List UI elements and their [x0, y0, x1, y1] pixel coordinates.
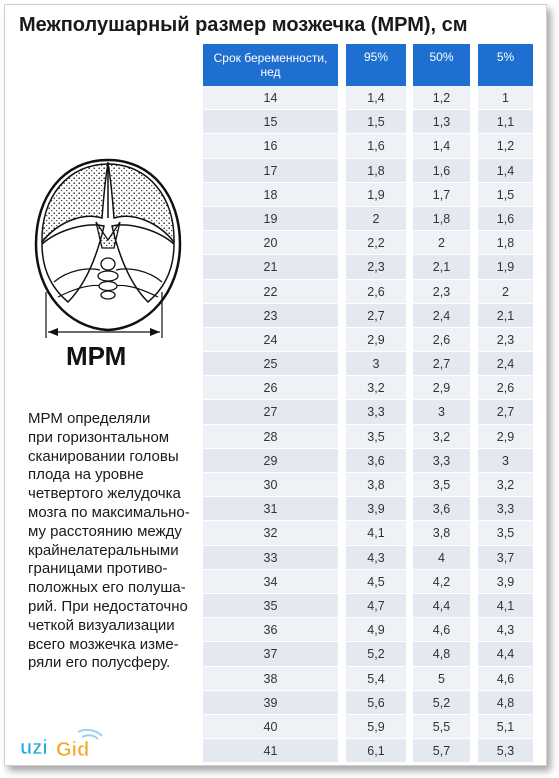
p5-cell: 2,1	[478, 304, 533, 328]
p95-cell: 1,4	[346, 86, 406, 110]
p95-cell: 1,6	[346, 134, 406, 158]
week-cell: 29	[203, 449, 338, 473]
p95-cell: 1,8	[346, 159, 406, 183]
p95-cell: 1,5	[346, 110, 406, 134]
p5-cell: 1,4	[478, 159, 533, 183]
p5-cell: 3,5	[478, 521, 533, 545]
weeks-cells	[203, 86, 338, 763]
p50-cell: 3,2	[413, 425, 470, 449]
p95-cell: 5,6	[346, 691, 406, 715]
p95-cell: 4,9	[346, 618, 406, 642]
header-p50: 50%	[413, 44, 470, 86]
p50-cell: 5	[413, 667, 470, 691]
p95-cell: 6,1	[346, 739, 406, 763]
p5-cell: 2,7	[478, 400, 533, 424]
p5-cell: 3,7	[478, 546, 533, 570]
p5-cell: 4,6	[478, 667, 533, 691]
header-weeks: Срок беременности, нед	[203, 44, 338, 86]
p50-cell: 2,1	[413, 255, 470, 279]
p5-cell: 5,3	[478, 739, 533, 763]
p50-cell: 4,6	[413, 618, 470, 642]
column-weeks	[203, 44, 338, 763]
p95-cells	[346, 86, 406, 763]
p95-cell: 2,3	[346, 255, 406, 279]
p50-cell: 1,8	[413, 207, 470, 231]
week-cell: 27	[203, 400, 338, 424]
p5-cell: 1	[478, 86, 533, 110]
p5-cell: 2,9	[478, 425, 533, 449]
p95-cell: 3,5	[346, 425, 406, 449]
week-cell: 37	[203, 642, 338, 666]
p50-cell: 2,3	[413, 280, 470, 304]
p50-cell: 3,5	[413, 473, 470, 497]
week-cell: 41	[203, 739, 338, 763]
p50-cell: 3,8	[413, 521, 470, 545]
p50-cell: 4,4	[413, 594, 470, 618]
svg-text:Gid: Gid	[56, 739, 90, 761]
p5-cell: 4,3	[478, 618, 533, 642]
p95-cell: 3,2	[346, 376, 406, 400]
p5-cell: 2,3	[478, 328, 533, 352]
p50-cell: 2,4	[413, 304, 470, 328]
week-cell: 16	[203, 134, 338, 158]
svg-text:uzi: uzi	[20, 737, 48, 759]
p95-cell: 5,2	[346, 642, 406, 666]
p5-cell: 2	[478, 280, 533, 304]
p50-cell: 3	[413, 400, 470, 424]
p50-cell: 1,3	[413, 110, 470, 134]
p95-cell: 4,5	[346, 570, 406, 594]
p5-cells	[478, 86, 533, 763]
p50-cell: 5,7	[413, 739, 470, 763]
p95-cell: 5,4	[346, 667, 406, 691]
p95-cell: 3,9	[346, 497, 406, 521]
p5-cell: 2,6	[478, 376, 533, 400]
p5-cell: 3,9	[478, 570, 533, 594]
week-cell: 14	[203, 86, 338, 110]
column-p5	[478, 44, 533, 763]
week-cell: 19	[203, 207, 338, 231]
header-p5: 5%	[478, 44, 533, 86]
p50-cell: 5,2	[413, 691, 470, 715]
week-cell: 23	[203, 304, 338, 328]
header-p95: 95%	[346, 44, 406, 86]
week-cell: 15	[203, 110, 338, 134]
p50-cell: 1,6	[413, 159, 470, 183]
p5-cell: 1,1	[478, 110, 533, 134]
week-cell: 28	[203, 425, 338, 449]
week-cell: 26	[203, 376, 338, 400]
p5-cell: 1,2	[478, 134, 533, 158]
p5-cell: 3,2	[478, 473, 533, 497]
week-cell: 39	[203, 691, 338, 715]
week-cell: 21	[203, 255, 338, 279]
p95-cell: 2,9	[346, 328, 406, 352]
week-cell: 25	[203, 352, 338, 376]
week-cell: 36	[203, 618, 338, 642]
week-cell: 35	[203, 594, 338, 618]
week-cell: 40	[203, 715, 338, 739]
p5-cell: 1,5	[478, 183, 533, 207]
p50-cell: 3,3	[413, 449, 470, 473]
week-cell: 18	[203, 183, 338, 207]
p5-cell: 4,4	[478, 642, 533, 666]
p95-cell: 4,3	[346, 546, 406, 570]
p95-cell: 2,2	[346, 231, 406, 255]
p5-cell: 4,8	[478, 691, 533, 715]
p50-cells	[413, 86, 470, 763]
week-cell: 24	[203, 328, 338, 352]
week-cell: 32	[203, 521, 338, 545]
p5-cell: 4,1	[478, 594, 533, 618]
p50-cell: 1,7	[413, 183, 470, 207]
p50-cell: 4	[413, 546, 470, 570]
p50-cell: 4,8	[413, 642, 470, 666]
p5-cell: 2,4	[478, 352, 533, 376]
week-cell: 30	[203, 473, 338, 497]
p95-cell: 3,6	[346, 449, 406, 473]
p5-cell: 1,6	[478, 207, 533, 231]
column-p95	[346, 44, 406, 763]
description-text: МРМ определяли при горизонтальном сканировании головы плода на уровне четвертого желудочка мозга по максимально- му расстоянию между крайнелатеральными границами противо- положных его полуша- рий. При недостаточно четкой визуализации всего мозжечка изме- ряли его полусферу.	[28, 410, 190, 672]
p50-cell: 1,4	[413, 134, 470, 158]
p50-cell: 4,2	[413, 570, 470, 594]
p95-cell: 2,6	[346, 280, 406, 304]
week-cell: 17	[203, 159, 338, 183]
p5-cell: 5,1	[478, 715, 533, 739]
page-title: Межполушарный размер мозжечка (МРМ), см	[19, 14, 468, 36]
week-cell: 38	[203, 667, 338, 691]
brain-cross-section-illustration	[28, 152, 188, 342]
uzigid-logo	[18, 728, 114, 762]
p95-cell: 3,3	[346, 400, 406, 424]
week-cell: 31	[203, 497, 338, 521]
week-cell: 22	[203, 280, 338, 304]
p5-cell: 1,9	[478, 255, 533, 279]
p95-cell: 1,9	[346, 183, 406, 207]
p50-cell: 2,9	[413, 376, 470, 400]
p95-cell: 2,7	[346, 304, 406, 328]
p5-cell: 3	[478, 449, 533, 473]
p5-cell: 3,3	[478, 497, 533, 521]
week-cell: 20	[203, 231, 338, 255]
p50-cell: 2,7	[413, 352, 470, 376]
p95-cell: 2	[346, 207, 406, 231]
p95-cell: 4,1	[346, 521, 406, 545]
p50-cell: 2,6	[413, 328, 470, 352]
p50-cell: 3,6	[413, 497, 470, 521]
p95-cell: 4,7	[346, 594, 406, 618]
p5-cell: 1,8	[478, 231, 533, 255]
p50-cell: 5,5	[413, 715, 470, 739]
illustration-label: МРМ	[66, 341, 127, 371]
p95-cell: 5,9	[346, 715, 406, 739]
p50-cell: 1,2	[413, 86, 470, 110]
p50-cell: 2	[413, 231, 470, 255]
p95-cell: 3	[346, 352, 406, 376]
column-p50	[413, 44, 470, 763]
p95-cell: 3,8	[346, 473, 406, 497]
week-cell: 34	[203, 570, 338, 594]
week-cell: 33	[203, 546, 338, 570]
